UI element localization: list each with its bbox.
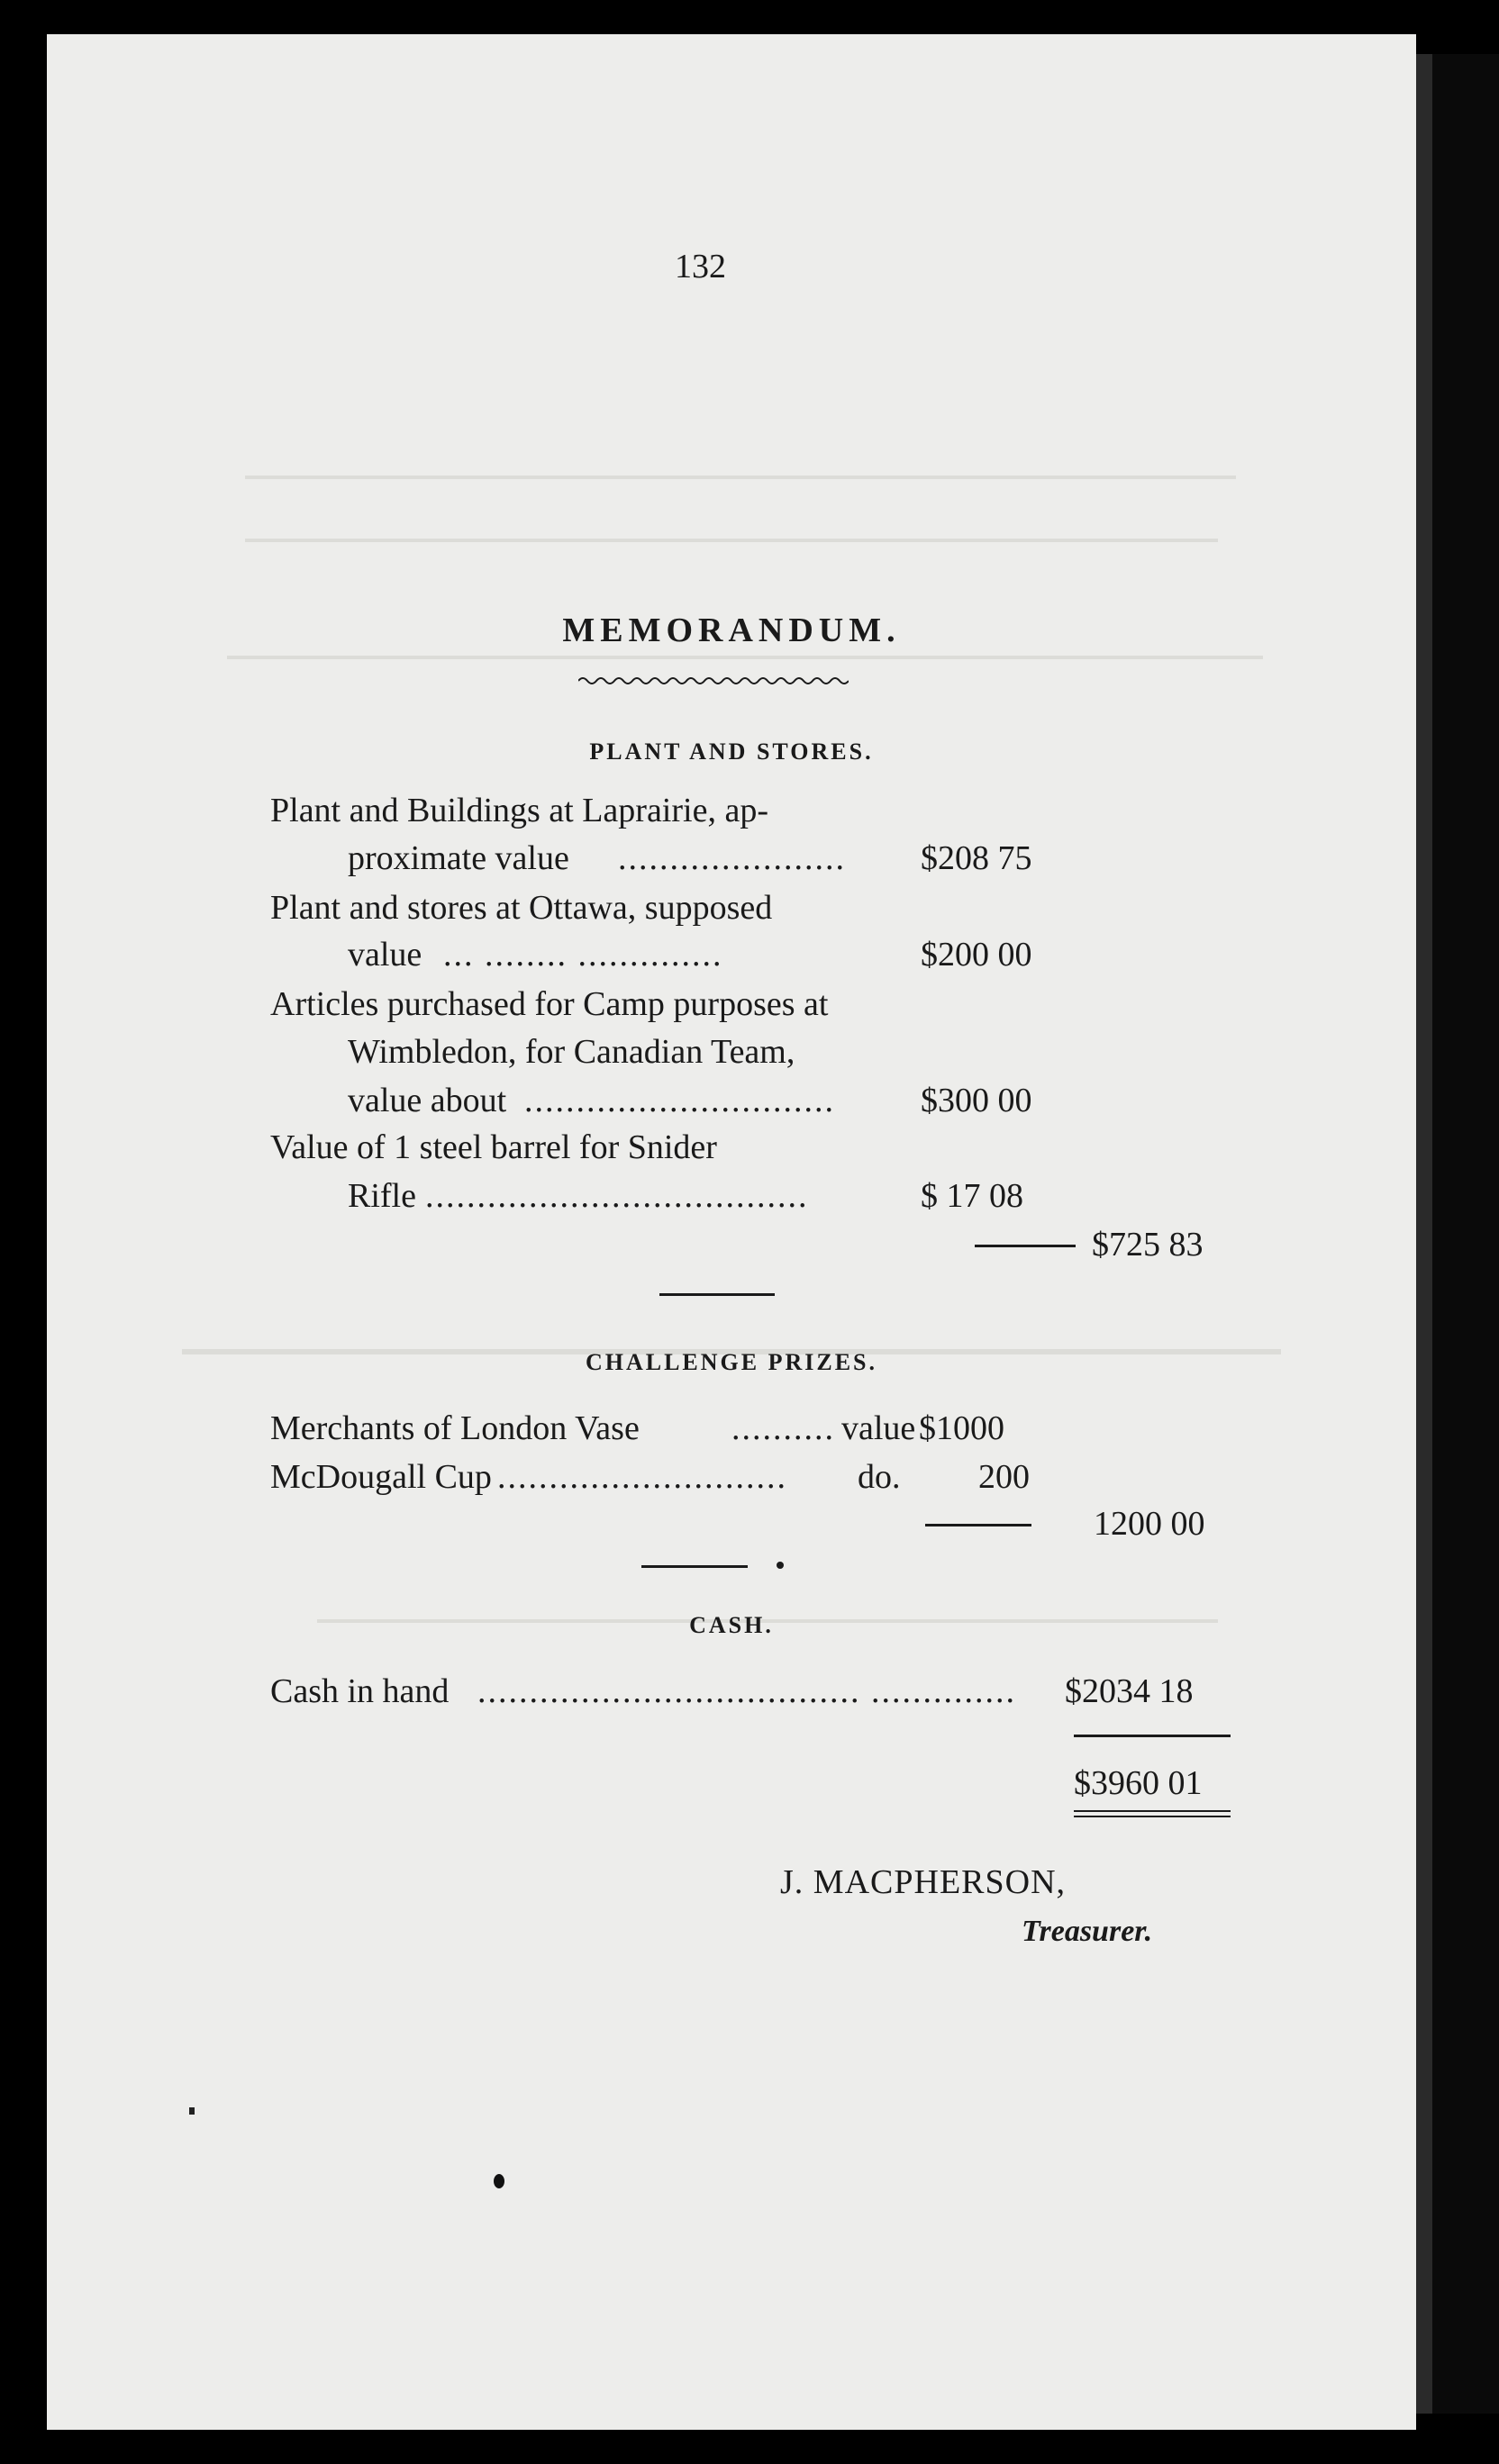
subtotal-rule — [925, 1524, 1031, 1526]
leader-dots: ............................ — [497, 1458, 787, 1496]
bleed-through-line — [245, 539, 1218, 542]
scan-border — [1432, 54, 1499, 2414]
plant-subtotal: $725 83 — [1092, 1226, 1204, 1264]
plant-line-5: Articles purchased for Camp purposes at — [270, 985, 829, 1023]
grand-total: $3960 01 — [1074, 1764, 1203, 1802]
prize-line-1: Merchants of London Vase — [270, 1409, 640, 1447]
plant-line-9: Rifle — [348, 1177, 416, 1215]
page-number: 132 — [675, 248, 726, 285]
ink-dot — [777, 1562, 784, 1569]
plant-line-8: Value of 1 steel barrel for Snider — [270, 1128, 717, 1166]
plant-line-6: Wimbledon, for Canadian Team, — [348, 1033, 795, 1071]
leader-dots: .............................. — [524, 1082, 835, 1119]
page-spine-edge — [1416, 54, 1432, 2414]
leader-dots: .......... — [731, 1409, 835, 1447]
plant-line-4: value — [348, 936, 422, 974]
plant-line-2: proximate value — [348, 839, 569, 877]
cash-heading: CASH. — [689, 1612, 774, 1638]
plant-line-7: value about — [348, 1082, 507, 1119]
ink-speck — [189, 2107, 195, 2115]
prize-amount-1: $1000 — [919, 1409, 1004, 1447]
plant-line-3: Plant and stores at Ottawa, supposed — [270, 889, 773, 927]
signature-name: J. MACPHERSON, — [780, 1863, 1067, 1901]
leader-dots: ..................................... — [425, 1177, 809, 1215]
plant-amount-2: $200 00 — [921, 936, 1032, 974]
bleed-through-line — [245, 476, 1236, 479]
prize-1-label: value — [841, 1409, 916, 1447]
ink-blot — [494, 2174, 504, 2188]
prize-2-label: do. — [858, 1458, 901, 1496]
total-double-rule-bottom — [1074, 1816, 1231, 1817]
memorandum-title: MEMORANDUM. — [562, 611, 901, 649]
signature-title: Treasurer. — [1022, 1915, 1153, 1948]
challenge-prizes-heading: CHALLENGE PRIZES. — [585, 1349, 878, 1375]
section-divider — [659, 1293, 775, 1296]
total-double-rule-top — [1074, 1810, 1231, 1812]
document-page — [47, 34, 1416, 2430]
leader-dots: ...................... — [618, 839, 846, 877]
subtotal-rule — [975, 1245, 1076, 1247]
prize-amount-2: 200 — [978, 1458, 1030, 1496]
plant-line-1: Plant and Buildings at Laprairie, ap- — [270, 792, 768, 829]
prizes-subtotal: 1200 00 — [1094, 1505, 1205, 1543]
plant-amount-3: $300 00 — [921, 1082, 1032, 1119]
total-rule — [1074, 1735, 1231, 1737]
leader-dots: ..................................... .............. — [477, 1672, 1016, 1710]
plant-amount-1: $208 75 — [921, 839, 1032, 877]
prize-line-2: McDougall Cup — [270, 1458, 492, 1496]
plant-and-stores-heading: PLANT AND STORES. — [589, 738, 874, 765]
bleed-through-line — [227, 656, 1263, 659]
cash-amount: $2034 18 — [1065, 1672, 1194, 1710]
plant-amount-4: $ 17 08 — [921, 1177, 1023, 1215]
leader-dots: ... ........ .............. — [443, 936, 723, 974]
cash-line-1: Cash in hand — [270, 1672, 450, 1710]
section-divider — [641, 1565, 748, 1568]
title-ornament — [578, 675, 849, 686]
